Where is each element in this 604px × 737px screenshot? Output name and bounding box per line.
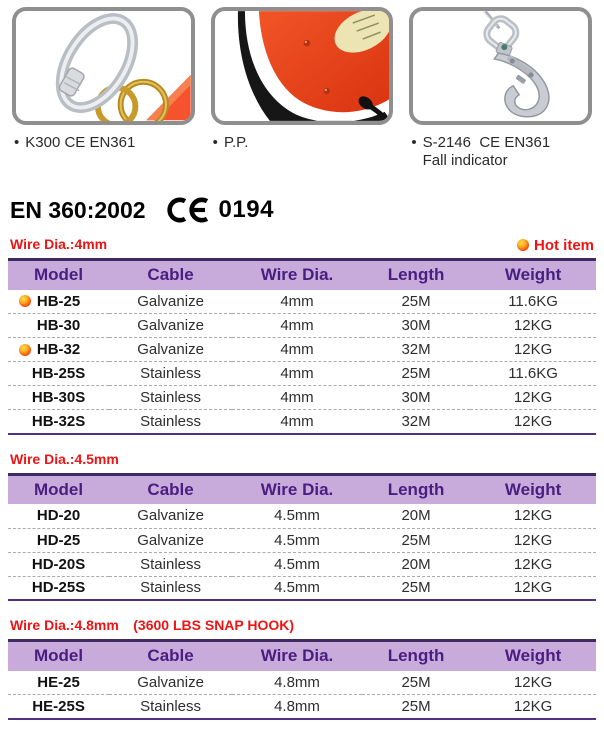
length-cell: 32M	[362, 338, 470, 362]
product-photo-row	[8, 7, 596, 170]
model-cell	[8, 338, 109, 362]
section-note: (3600 LBS SNAP HOOK)	[133, 617, 295, 633]
weight-cell: 12KG	[513, 412, 553, 430]
col-header-wiredia: Wire Dia.	[232, 641, 362, 671]
header-row	[8, 260, 596, 290]
col-header-model: Model	[8, 260, 109, 290]
table-row	[8, 528, 596, 552]
col-header-weight: Weight	[470, 474, 596, 504]
model-text: HB-30S	[31, 389, 86, 406]
section-head	[8, 451, 596, 473]
length-cell: 25M	[362, 671, 470, 695]
header-row	[8, 641, 596, 671]
wiredia-cell: 4mm	[280, 412, 314, 430]
wiredia-cell: 4mm	[232, 290, 362, 314]
wiredia-cell: 4mm	[232, 362, 362, 386]
model-cell	[8, 576, 109, 600]
standard-code: EN 360:2002	[10, 197, 146, 223]
table-row	[8, 314, 596, 338]
model-text: HD-20	[36, 507, 81, 525]
cable-cell: Stainless	[140, 579, 201, 597]
col-header-wiredia: Wire Dia.	[232, 474, 362, 504]
weight-cell: 11.6KG	[470, 362, 596, 386]
length-cell: 32M	[401, 412, 431, 430]
section-wire-4-5mm	[8, 451, 596, 602]
model-text: HE-25S	[32, 697, 85, 715]
weight-cell: 12KG	[470, 386, 596, 410]
col-header-wiredia: Wire Dia.	[232, 260, 362, 290]
table-row	[8, 552, 596, 576]
caption-text: K300 CE EN361	[25, 134, 136, 151]
ce-mark-icon	[166, 197, 212, 223]
col-header-model: Model	[8, 474, 109, 504]
bullet-icon: •	[14, 134, 20, 151]
length-cell: 25M	[401, 697, 431, 715]
table-row	[8, 576, 596, 600]
table-row	[8, 386, 596, 410]
length-cell: 20M	[362, 504, 470, 528]
table-row	[8, 290, 596, 314]
section-wire-4mm	[8, 236, 596, 435]
snap-hook-icon	[413, 11, 588, 121]
bullet-icon: •	[212, 134, 218, 151]
col-header-cable: Cable	[109, 474, 232, 504]
weight-cell: 12KG	[470, 338, 596, 362]
col-header-model: Model	[8, 641, 109, 671]
retractable-housing-icon	[215, 11, 390, 121]
model-text: HB-25S	[31, 365, 86, 382]
section-label: Wire Dia.:4.5mm	[10, 450, 119, 467]
wiredia-cell: 4.5mm	[232, 504, 362, 528]
wiredia-cell: 4.8mm	[274, 697, 320, 715]
hot-item-icon	[517, 239, 529, 251]
wiredia-cell: 4.5mm	[274, 579, 320, 597]
ce-number: 0194	[218, 196, 274, 223]
model-cell	[8, 362, 109, 386]
bullet-icon: •	[411, 134, 417, 151]
section-label: Wire Dia.:4mm	[10, 236, 108, 252]
caption-housing	[211, 134, 394, 152]
model-text: HB-32	[36, 341, 81, 358]
cable-cell: Stainless	[140, 697, 201, 715]
length-cell: 30M	[362, 386, 470, 410]
col-header-weight: Weight	[470, 641, 596, 671]
cable-cell: Galvanize	[109, 671, 232, 695]
model-text: HD-20S	[31, 555, 86, 573]
section-head	[8, 236, 596, 258]
spec-table-4-8mm	[8, 639, 596, 720]
col-header-cable: Cable	[109, 641, 232, 671]
hot-item-label: Hot item	[534, 236, 594, 254]
length-cell: 30M	[362, 314, 470, 338]
col-header-cable: Cable	[109, 260, 232, 290]
model-cell	[8, 314, 109, 338]
cable-cell: Galvanize	[109, 528, 232, 552]
caption-line2: Fall indicator	[422, 152, 508, 169]
hot-row-icon	[19, 295, 31, 307]
spec-table-4mm	[8, 258, 596, 435]
weight-cell: 12KG	[470, 528, 596, 552]
table-row	[8, 410, 596, 434]
model-text: HB-32S	[31, 412, 86, 430]
wiredia-cell: 4mm	[232, 314, 362, 338]
model-text: HD-25S	[31, 579, 86, 597]
product-col-snaphook	[409, 7, 592, 170]
cable-cell: Stainless	[109, 552, 232, 576]
wiredia-cell: 4.5mm	[232, 552, 362, 576]
cable-cell: Galvanize	[109, 314, 232, 338]
model-cell	[8, 528, 109, 552]
caption-carabiner	[12, 134, 195, 152]
table-row	[8, 338, 596, 362]
cable-cell: Stainless	[109, 362, 232, 386]
table-row	[8, 695, 596, 719]
col-header-weight: Weight	[470, 260, 596, 290]
model-cell	[8, 290, 109, 314]
length-cell: 25M	[401, 579, 431, 597]
weight-cell: 12KG	[470, 314, 596, 338]
hot-row-icon	[19, 344, 31, 356]
col-header-length: Length	[362, 260, 470, 290]
weight-cell: 12KG	[470, 504, 596, 528]
caption-line1: S-2146 CE EN361	[422, 134, 551, 151]
carabiner-photo	[12, 7, 195, 125]
model-cell	[8, 671, 109, 695]
cable-cell: Stainless	[109, 386, 232, 410]
product-col-housing	[211, 7, 394, 170]
carabiner-icon	[16, 11, 191, 121]
length-cell: 20M	[362, 552, 470, 576]
pp-housing-photo	[211, 7, 394, 125]
length-cell: 25M	[362, 528, 470, 552]
caption-text: P.P.	[223, 134, 249, 151]
col-header-length: Length	[362, 641, 470, 671]
weight-cell: 12KG	[513, 579, 553, 597]
length-cell: 25M	[362, 290, 470, 314]
model-cell	[8, 552, 109, 576]
model-text: HB-25	[36, 292, 81, 310]
wiredia-cell: 4.5mm	[232, 528, 362, 552]
section-wire-4-8mm	[8, 617, 596, 720]
weight-cell: 12KG	[470, 552, 596, 576]
cable-cell: Galvanize	[109, 338, 232, 362]
section-head	[8, 617, 596, 639]
weight-cell: 11.6KG	[470, 290, 596, 314]
weight-cell: 12KG	[470, 671, 596, 695]
wiredia-cell: 4.8mm	[232, 671, 362, 695]
col-header-length: Length	[362, 474, 470, 504]
model-cell	[8, 504, 109, 528]
spec-table-4-5mm	[8, 473, 596, 602]
header-row	[8, 474, 596, 504]
snap-hook-photo	[409, 7, 592, 125]
weight-cell: 12KG	[513, 697, 553, 715]
model-text: HE-25	[37, 673, 80, 691]
wiredia-cell: 4mm	[232, 386, 362, 410]
cable-cell: Stainless	[140, 412, 201, 430]
model-text: HB-30	[36, 317, 81, 334]
length-cell: 25M	[362, 362, 470, 386]
model-text: HD-25	[36, 531, 81, 549]
caption-text	[423, 134, 551, 170]
table-row	[8, 362, 596, 386]
model-cell	[8, 695, 109, 719]
product-col-carabiner	[12, 7, 195, 170]
hot-item-legend	[517, 237, 594, 254]
cable-cell: Galvanize	[109, 504, 232, 528]
table-row	[8, 504, 596, 528]
section-label: Wire Dia.:4.8mm	[10, 617, 119, 633]
cable-cell: Galvanize	[109, 290, 232, 314]
standard-heading	[10, 197, 596, 223]
model-cell	[8, 386, 109, 410]
wiredia-cell: 4mm	[232, 338, 362, 362]
model-cell	[8, 410, 109, 434]
table-row	[8, 671, 596, 695]
caption-snaphook	[409, 134, 592, 170]
